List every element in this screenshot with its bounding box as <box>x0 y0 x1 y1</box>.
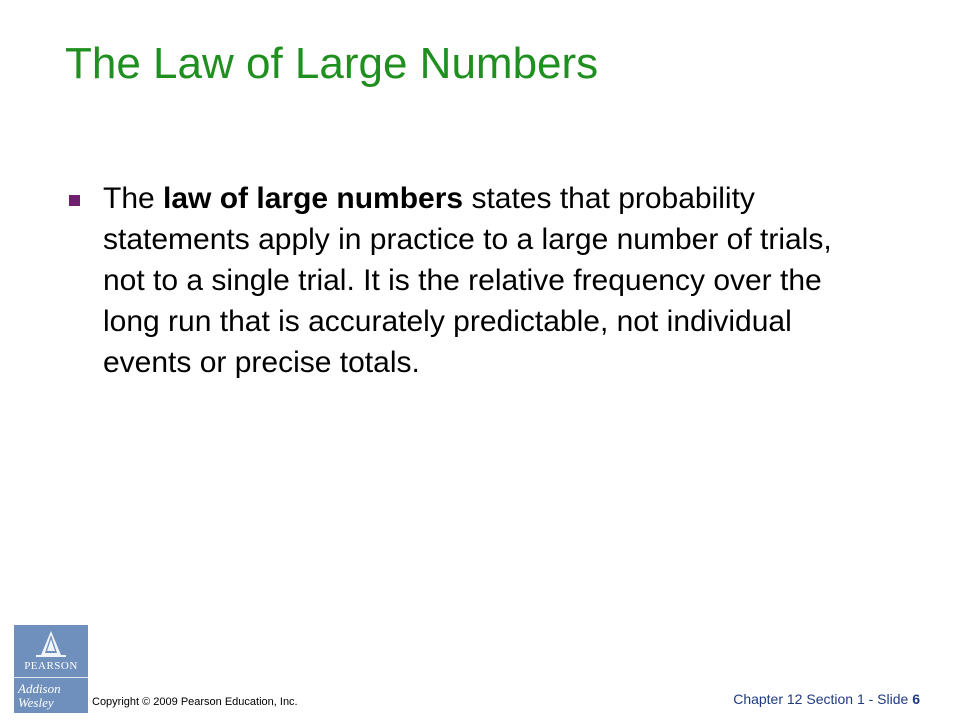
bullet-list <box>65 178 865 383</box>
bullet-text <box>103 182 832 379</box>
slide-title: The Law of Large Numbers <box>65 39 599 88</box>
logo-divider <box>14 677 88 678</box>
square-bullet-icon <box>69 195 80 206</box>
copyright-text: Copyright © 2009 Pearson Education, Inc. <box>92 696 298 708</box>
bullet-bold-term: law of large numbers <box>163 182 464 215</box>
logo-sub-wesley: Wesley <box>18 695 54 710</box>
bullet-text-before: The <box>103 182 164 215</box>
pearson-addison-wesley-logo <box>14 625 88 713</box>
bullet-text-after: states that probability statements apply in practice to a large number of trials, not to a single trial. It is the relative frequency over the long run that is accurately predictable, not individual events or precise totals. <box>103 182 832 379</box>
logo-name: PEARSON <box>24 660 78 672</box>
logo-sub-addison: Addison <box>18 681 61 696</box>
chapter-section-label: Chapter 12 Section 1 - Slide <box>733 691 913 707</box>
bullet-item <box>65 178 865 383</box>
slide-number: 6 <box>912 691 920 707</box>
pearson-tower-icon <box>14 625 88 661</box>
slide-number-footer <box>733 691 920 707</box>
